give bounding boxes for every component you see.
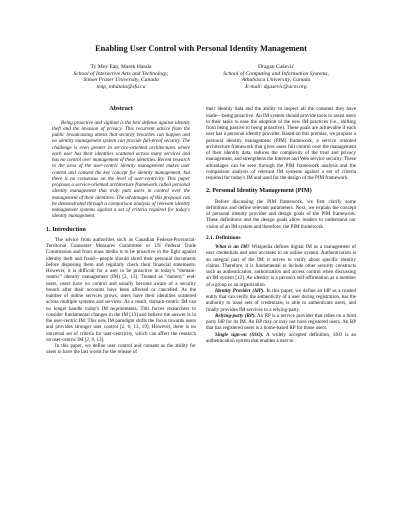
author-institution: Simon Fraser University, Canada [83, 77, 159, 84]
author-institution: Athabasca University, Canada [241, 77, 311, 84]
definition-paragraph [206, 244, 356, 288]
paragraph: The advice from authorities such as Canadian Federal-Provincial-Territorial Consumer Measures Committee or US Federal Trade Commission and from mass media is to be proactive in the fight against identity theft and fraud—people should shred their personal documents before disposing them and regularly check their financial statements. However, it is difficult for a user to be proactive in today's "domain-centric" identity management (IM) [2, 13]. Treated as "dummy" end-users, users have no control and usually become aware of a security breach after their accounts have been affected or cancelled. As the number of online services grows, users have their identities scattered across multiple systems and services. As a result, domain-centric IM can no longer handle today's IM requirements. This forces researchers to consider fundamental changes in the IM [13] and believe the answer is in the user-centric IM. This new IM paradigm shifts the focus towards users and provides stronger user control [2, 6, 13, 19]. However, there is no universal set of criteria for user-centricity, which can affect the research on user-centric IM [2, 6, 13]. [46, 236, 196, 343]
definition-text: In this paper, we define an IdP as a trusted entity that can verify the authenticity of a user during registration, has the authority to issue sets of credentials, is able to authenticate users, and finally provides IM services to a relying-party. [206, 287, 356, 313]
paragraph: their identity data and the ability to inspect all the consents they have made—being proactive. An IM system should provide tools to assist users in their tasks to ease the adoption of the new IM practices (i.e., shifting from being passive to being proactive). These goals are achievable if each user has a personal identity provider. Based on this premise, we propose a personal identity management (PIM) framework, a service oriented architecture framework that gives users full control over the management of their identity data, reduces the complexity of the trust and privacy management, and strengthens the Internet and Web service security. These advantages can be seen through the PIM framework analysis and the comparison analysis of relevant IM systems against a set of criteria required for today's IM and used for the design of the PIM framework. [206, 106, 357, 182]
definition-text: An RP is a service provider that relies on a third party IdP for its IM. An RP may or may not have registered users. An RP that has registered users is a home-based RP for those users. [206, 312, 356, 332]
abstract-heading: Abstract [109, 105, 133, 113]
definition-text: A widely accepted definition, SSO is an authentication system that enables a user to [206, 331, 357, 344]
left-column [46, 106, 196, 355]
author-affiliation: School of Computing and Information Systems, [223, 70, 329, 77]
definition-lead: What is an IM? [215, 244, 250, 251]
paragraph: In this paper, we define user control and consent as the ability for users to have the last words for the release of [46, 343, 196, 356]
author-email: teap, mhatala@sfu.ca [96, 83, 146, 90]
subsection-heading-definitions: 2.1. Definitions [206, 234, 241, 241]
right-column [206, 106, 356, 355]
definition-lead: Relying-party (RP). [215, 312, 256, 319]
abstract-text: Being proactive and vigilant is the best defense against identity theft and the invasion of privacy. This recurrent advice from the public broadcasting attests that security breaches can happen and no identity management system can provide full-proof security. The challenge is even greater in service-oriented architectures where each user has their identities scattered across many services and has no control over management of these identities. Recent research in the area of the user-centric identity management makes user control and consent the key concept for identity management, but there is no consensus on the level of user-centricity. This paper proposes a service-oriented architecture framework called personal identity management that truly puts users in control over the management of their identities. The advantages of this proposal can be demonstrated through a comparison analysis of relevant identity management systems against a set of criteria required for today's identity management. [52, 119, 190, 220]
author-names: Ty Mey Eap, Marek Hatala [90, 64, 152, 70]
definition-paragraph [206, 313, 356, 332]
author-email: E-mail: dgasevic@acm.org [245, 83, 307, 90]
author-affiliation: School of Interactive Arts and Technology, [73, 70, 169, 77]
section-heading-pim: 2. Personal Identity Management (PIM) [206, 187, 312, 195]
author-names: Dragan Gašević [258, 64, 294, 70]
definition-lead: Single sign-on (SSO). [215, 331, 264, 338]
definition-paragraph [206, 288, 356, 313]
body-columns [46, 106, 356, 355]
author-block [46, 64, 356, 90]
paper-title: Enabling User Control with Personal Identity Management [95, 44, 307, 53]
definition-paragraph [206, 332, 356, 345]
definition-text: Wikipedia defines digital IM as a management of user credentials and user accesses to an online system. Authentication is an integral part of the IM; it serves to verify about specific identity claims. Therefore, it is fundamental to include other security constructs such as authentication, authorization and access control when discussing an IM system [12]. An identity is a person's self-affirmation as a member of a group or an organization. [206, 244, 356, 288]
paragraph: Before discussing the PIM framework, we first clarify some definitions and define relevant parameters. Next, we explain the concept of personal identity provider and design goals of the PIM framework. These definitions and the design goals allow readers to understand our vision of an IM system and therefore, the PIM framework. [206, 198, 356, 230]
definition-lead: Identity Provider (IdP). [215, 287, 265, 294]
author-right [196, 64, 356, 90]
author-left [46, 64, 196, 90]
section-heading-introduction: 1. Introduction [46, 225, 86, 233]
